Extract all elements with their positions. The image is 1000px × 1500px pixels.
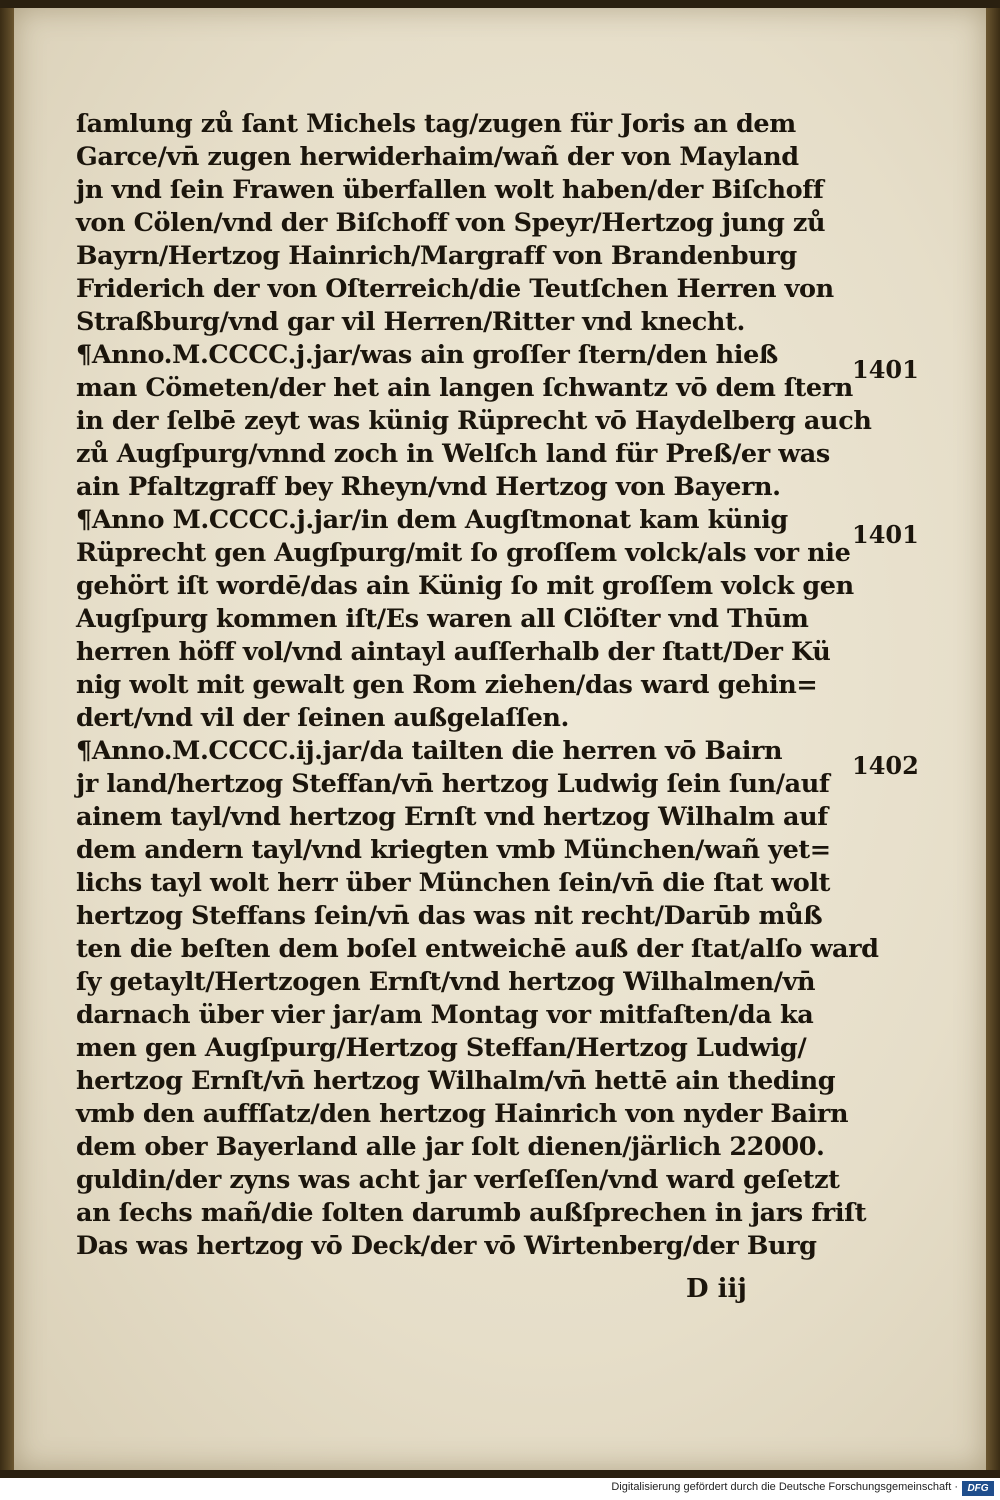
text-line: an ſechs mañ/die ſolten darumb außſprechen in jars friſt	[76, 1198, 867, 1228]
text-line: lichs tayl wolt herr über München ſein/vn̄ die ſtat wolt	[76, 868, 831, 898]
text-line: ſamlung zů ſant Michels tag/zugen für Joris an dem	[76, 109, 796, 139]
text-line: jr land/hertzog Steffan/vn̄ hertzog Ludwig ſein ſun/auf	[76, 769, 830, 799]
text-line: ain Pfaltzgraff bey Rheyn/vnd Hertzog von Bayern.	[76, 472, 781, 502]
text-line: Straßburg/vnd gar vil Herren/Ritter vnd knecht.	[76, 307, 745, 337]
text-line: ten die beſten dem boſel entweichē auß der ſtat/alſo ward	[76, 934, 879, 964]
dfg-logo: DFG	[962, 1481, 994, 1496]
text-line: ainem tayl/vnd hertzog Ernſt vnd hertzog Wilhalm auf	[76, 802, 828, 832]
text-line: von Cölen/vnd der Biſchoff von Speyr/Hertzog jung zů	[76, 208, 826, 238]
text-line: ¶Anno.M.CCCC.j.jar/was ain groſſer ſtern/den hieß	[76, 340, 778, 370]
page-edge-left	[0, 8, 14, 1470]
text-line: vmb den auffſatz/den hertzog Hainrich von nyder Bairn	[76, 1099, 849, 1129]
text-line: jn vnd ſein Frawen überfallen wolt haben/der Biſchoff	[76, 175, 824, 205]
text-line: Bayrn/Hertzog Hainrich/Margraff von Brandenburg	[76, 241, 797, 271]
text-line: ſy getaylt/Hertzogen Ernſt/vnd hertzog Wilhalmen/vn̄	[76, 967, 816, 997]
text-line: Rüprecht gen Augſpurg/mit ſo groſſem volck/als vor nie	[76, 538, 851, 568]
text-line: darnach über vier jar/am Montag vor mitfaſten/da ka	[76, 1000, 814, 1030]
text-line: ¶Anno.M.CCCC.ij.jar/da tailten die herren vō Bairn	[76, 736, 783, 766]
text-line: hertzog Ernſt/vn̄ hertzog Wilhalm/vn̄ hettē ain theding	[76, 1066, 836, 1096]
text-line: zů Augſpurg/vnnd zoch in Welſch land für Preß/er was	[76, 439, 830, 469]
footer-bar	[0, 1478, 1000, 1500]
text-line: herren höff vol/vnd aintayl auſſerhalb der ſtatt/Der Kü	[76, 637, 831, 667]
margin-year: 1402	[852, 751, 919, 780]
text-line: ¶Anno M.CCCC.j.jar/in dem Augſtmonat kam künig	[76, 505, 788, 535]
text-line: men gen Augſpurg/Hertzog Steffan/Hertzog Ludwig/	[76, 1033, 807, 1063]
text-line: dert/vnd vil der ſeinen außgelaſſen.	[76, 703, 570, 733]
footer-credit: Digitalisierung gefördert durch die Deutsche Forschungsgemeinschaft ·	[611, 1481, 958, 1493]
text-line: Garce/vn̄ zugen herwiderhaim/wañ der von Mayland	[76, 142, 799, 172]
text-line: hertzog Steffans ſein/vn̄ das was nit recht/Darūb můß	[76, 901, 823, 931]
book-page	[14, 8, 986, 1470]
text-line: man Cömeten/der het ain langen ſchwantz vō dem ſtern	[76, 373, 853, 403]
text-line: gehört iſt wordē/das ain Künig ſo mit groſſem volck gen	[76, 571, 854, 601]
text-line: in der ſelbē zeyt was künig Rüprecht vō Haydelberg auch	[76, 406, 872, 436]
text-line: Friderich der von Oſterreich/die Teutſchen Herren von	[76, 274, 834, 304]
text-line: guldin/der zyns was acht jar verſeſſen/vnd ward geſetzt	[76, 1165, 840, 1195]
text-line: Das was hertzog vō Deck/der vō Wirtenberg/der Burg	[76, 1231, 817, 1261]
margin-year: 1401	[852, 520, 919, 549]
page-edge-right	[986, 8, 1000, 1470]
text-line: nig wolt mit gewalt gen Rom ziehen/das ward gehin=	[76, 670, 818, 700]
text-line: dem ober Bayerland alle jar ſolt dienen/järlich 22000.	[76, 1132, 825, 1162]
margin-year: 1401	[852, 355, 919, 384]
text-line: Augſpurg kommen iſt/Es waren all Clöſter vnd Thūm	[76, 604, 809, 634]
signature-mark: D iij	[686, 1274, 747, 1304]
page-text	[76, 108, 879, 1263]
text-line: dem andern tayl/vnd kriegten vmb München/wañ yet=	[76, 835, 831, 865]
